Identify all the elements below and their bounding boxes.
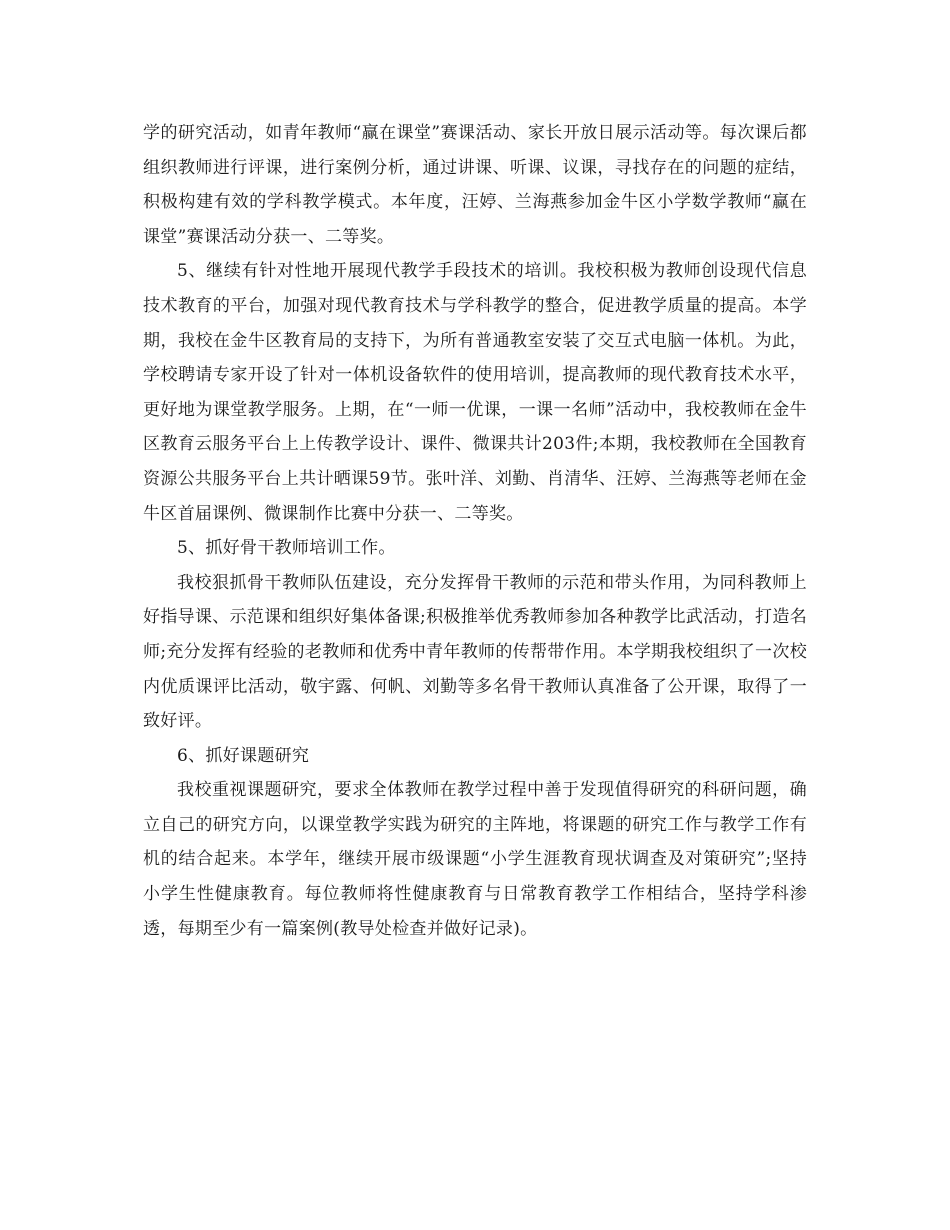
paragraph-modern-teaching-training: 5、继续有针对性地开展现代教学手段技术的培训。我校积极为教师创设现代信息技术教育的平台，加强对现代教育技术与学科教学的整合，促进教学质量的提高。本学期，我校在金牛区教育局的支持下，为所有普通教室安装了交互式电脑一体机。为此，学校聘请专家开设了针对一体机设备软件的使用培训，提高教师的现代教育技术水平，更好地为课堂教学服务。上期，在“一师一优课，一课一名师”活动中，我校教师在金牛区教育云服务平台上上传教学设计、课件、微课共计203件;本期，我校教师在全国教育资源公共服务平台上共计晒课59节。张叶洋、刘勤、肖清华、汪婷、兰海燕等老师在金牛区首届课例、微课制作比赛中分获一、二等奖。 [143, 261, 807, 524]
document-body [143, 116, 807, 946]
paragraph-continuation: 学的研究活动，如青年教师“赢在课堂”赛课活动、家长开放日展示活动等。每次课后都组织教师进行评课，进行案例分析，通过讲课、听课、议课，寻找存在的问题的症结，积极构建有效的学科教学模式。本年度，汪婷、兰海燕参加金牛区小学数学教师“赢在课堂”赛课活动分获一、二等奖。 [143, 123, 807, 247]
section-heading-backbone-teachers: 5、抓好骨干教师培训工作。 [177, 538, 396, 559]
paragraph-research: 我校重视课题研究，要求全体教师在教学过程中善于发现值得研究的科研问题，确立自己的研究方向，以课堂教学实践为研究的主阵地，将课题的研究工作与教学工作有机的结合起来。本学年，继续开展市级课题“小学生涯教育现状调查及对策研究”;坚持小学生性健康教育。每位教师将性健康教育与日常教育教学工作相结合，坚持学科渗透，每期至少有一篇案例(教导处检查并做好记录)。 [143, 780, 807, 939]
paragraph-backbone-teachers: 我校狠抓骨干教师队伍建设，充分发挥骨干教师的示范和带头作用，为同科教师上好指导课、示范课和组织好集体备课;积极推举优秀教师参加各种教学比武活动，打造名师;充分发挥有经验的老教师和优秀中青年教师的传帮带作用。本学期我校组织了一次校内优质课评比活动，敬宇露、何帆、刘勤等多名骨干教师认真准备了公开课，取得了一致好评。 [143, 572, 807, 732]
section-heading-research: 6、抓好课题研究 [177, 745, 310, 766]
